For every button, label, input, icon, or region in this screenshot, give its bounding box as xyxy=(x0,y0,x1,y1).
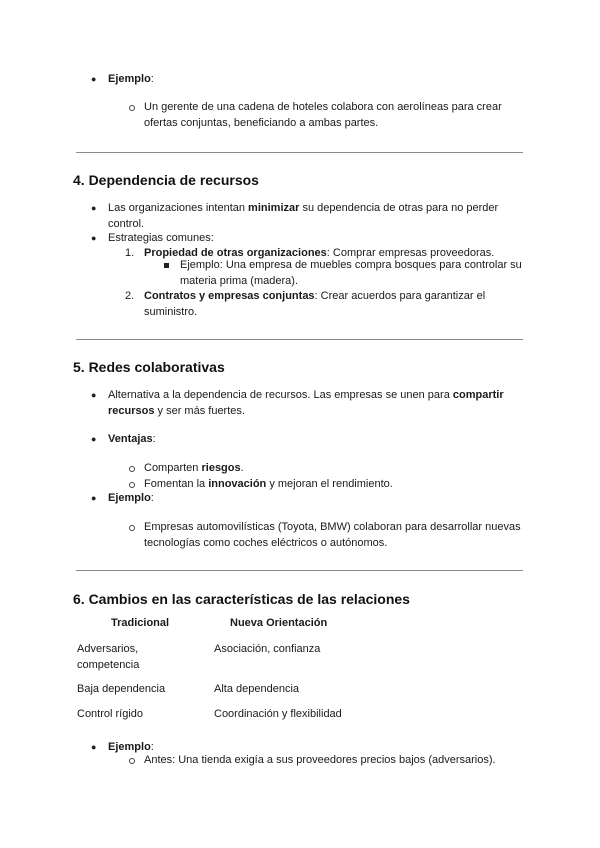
bullet-dot: ● xyxy=(91,493,97,503)
s6-ejemplo: Ejemplo: xyxy=(108,741,154,753)
divider xyxy=(76,152,523,153)
bullet-dot: ● xyxy=(91,74,97,84)
numbered-1: 1. xyxy=(125,247,135,259)
table-cell: Baja dependencia xyxy=(77,683,166,695)
divider xyxy=(76,570,523,571)
section-4-title: 4. Dependencia de recursos xyxy=(73,172,259,188)
circle-bullet xyxy=(129,466,135,472)
s5-ejemplo: Ejemplo: xyxy=(108,492,154,504)
s4-bullet-1: Las organizaciones intentan minimizar su dependencia de otras para no perder control. xyxy=(108,202,499,230)
divider xyxy=(76,339,523,340)
s5-ejemplo-text: Empresas automovilísticas (Toyota, BMW) colaboran para desarrollar nuevas tecnologías como coches eléctricos o autónomos. xyxy=(144,521,521,549)
table-cell: Coordinación y flexibilidad xyxy=(214,708,342,720)
s4-bullet-2: Estrategias comunes: xyxy=(108,232,214,244)
bullet-dot: ● xyxy=(91,434,97,444)
bullet-dot: ● xyxy=(91,203,97,213)
bullet-dot: ● xyxy=(91,742,97,752)
table-cell: Alta dependencia xyxy=(214,683,300,695)
section-6-title: 6. Cambios en las características de las relaciones xyxy=(73,591,410,607)
bullet-dot: ● xyxy=(91,233,97,243)
square-bullet xyxy=(164,263,169,268)
s6-antes: Antes: Una tienda exigía a sus proveedores precios bajos (adversarios). xyxy=(144,754,496,766)
s5-bullet-1: Alternativa a la dependencia de recursos. Las empresas se unen para compartir recursos y ser más fuertes. xyxy=(108,389,504,417)
bullet-dot: ● xyxy=(91,390,97,400)
numbered-2-text: Contratos y empresas conjuntas: Crear acuerdos para garantizar el suministro. xyxy=(144,290,486,318)
numbered-2: 2. xyxy=(125,290,135,302)
s5-ventajas: Ventajas: xyxy=(108,433,156,445)
circle-bullet xyxy=(129,525,135,531)
circle-bullet xyxy=(129,105,135,111)
circle-bullet xyxy=(129,758,135,764)
top-ejemplo: Ejemplo: xyxy=(108,73,154,85)
ventaja-2: Fomentan la innovación y mejoran el rendimiento. xyxy=(144,478,393,490)
table-cell: Asociación, confianza xyxy=(214,643,321,655)
table-cell: Adversarios, competencia xyxy=(77,643,140,671)
ventaja-1: Comparten riesgos. xyxy=(144,462,244,474)
circle-bullet xyxy=(129,482,135,488)
numbered-1-sub: Ejemplo: Una empresa de muebles compra bosques para controlar su materia prima (madera). xyxy=(180,259,522,287)
section-5-title: 5. Redes colaborativas xyxy=(73,359,225,375)
numbered-1-text: Propiedad de otras organizaciones: Comprar empresas proveedoras. xyxy=(144,247,495,259)
table-header: Tradicional xyxy=(111,617,170,629)
table-header: Nueva Orientación xyxy=(230,617,328,629)
table-cell: Control rígido xyxy=(77,708,144,720)
top-example-text: Un gerente de una cadena de hoteles colabora con aerolíneas para crear ofertas conjuntas, beneficiando a ambas partes. xyxy=(144,101,502,129)
